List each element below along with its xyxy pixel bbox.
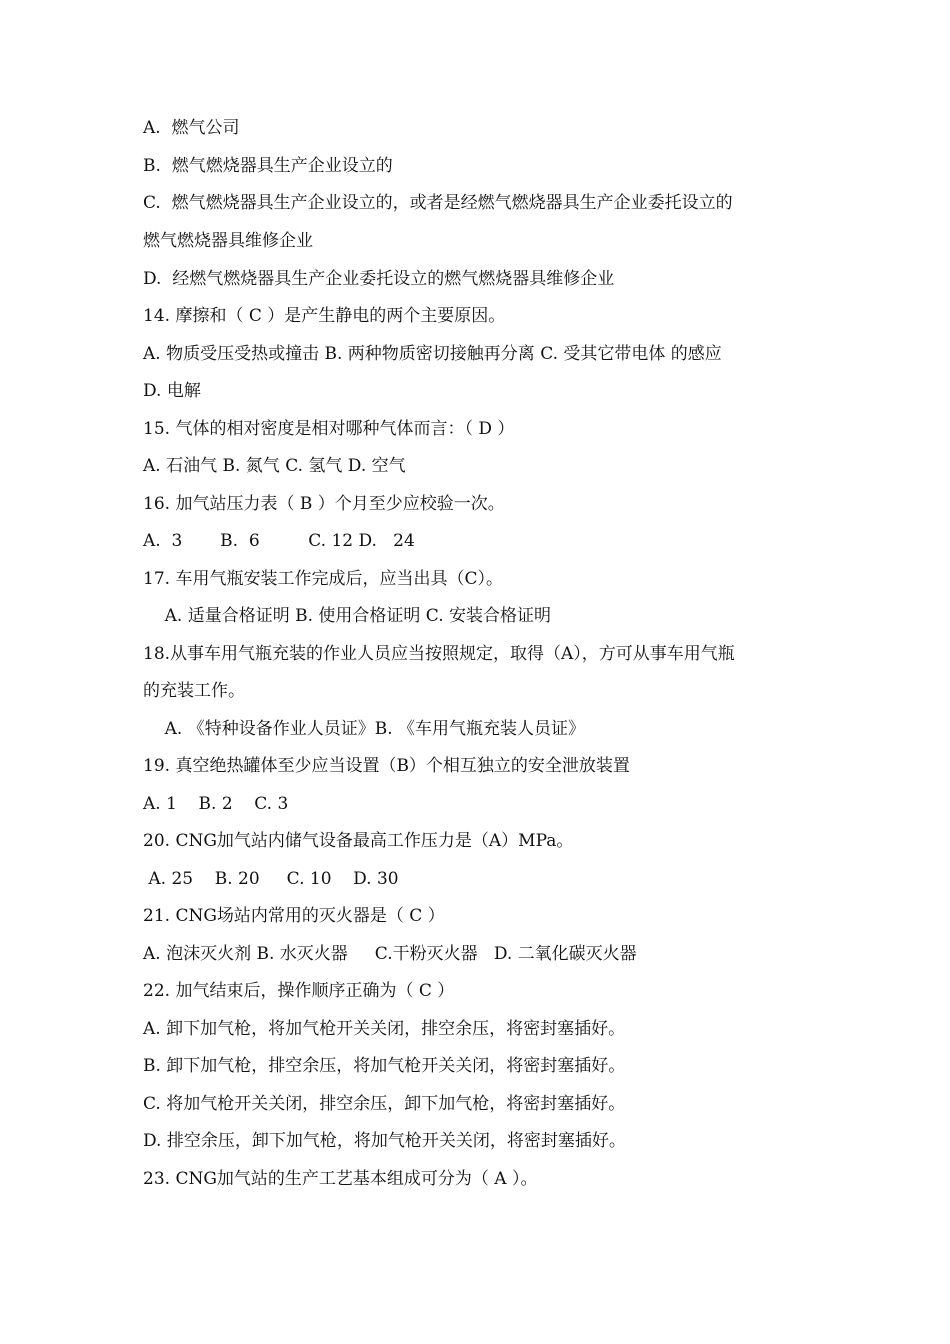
question-19: 19. 真空绝热罐体至少应当设置（B）个相互独立的安全泄放装置 — [143, 756, 630, 776]
question-17: 17. 车用气瓶安装工作完成后，应当出具（C）。 — [143, 569, 503, 589]
question-21: 21. CNG场站内常用的灭火器是（ C ） — [143, 906, 445, 926]
question-22: 22. 加气结束后，操作顺序正确为（ C ） — [143, 981, 455, 1001]
question-16-options: A. 3 B. 6 C. 12 D. 24 — [143, 531, 415, 551]
question-22-option-a: A. 卸下加气枪，将加气枪开关关闭，排空余压，将密封塞插好。 — [143, 1019, 626, 1039]
question-15: 15. 气体的相对密度是相对哪种气体而言：（ D ） — [143, 419, 515, 439]
question-14-options: A. 物质受压受热或撞击 B. 两种物质密切接触再分离 C. 受其它带电体 的感应 — [143, 344, 722, 364]
option-line: A. 燃气公司 — [143, 118, 240, 138]
question-16: 16. 加气站压力表（ B ）个月至少应校验一次。 — [143, 494, 505, 514]
question-20: 20. CNG加气站内储气设备最高工作压力是（A）MPa。 — [143, 831, 574, 851]
question-19-options: A. 1 B. 2 C. 3 — [143, 794, 289, 814]
question-18: 18.从事车用气瓶充装的作业人员应当按照规定，取得（A），方可从事车用气瓶 — [143, 644, 735, 664]
option-line-continued: 燃气燃烧器具维修企业 — [143, 231, 313, 251]
question-18-options: A. 《特种设备作业人员证》B. 《车用气瓶充装人员证》 — [143, 719, 585, 739]
option-line: C. 燃气燃烧器具生产企业设立的，或者是经燃气燃烧器具生产企业委托设立的 — [143, 193, 733, 213]
question-22-option-b: B. 卸下加气枪，排空余压，将加气枪开关关闭，将密封塞插好。 — [143, 1056, 626, 1076]
question-22-option-d: D. 排空余压，卸下加气枪，将加气枪开关关闭，将密封塞插好。 — [143, 1131, 626, 1151]
question-15-options: A. 石油气 B. 氮气 C. 氢气 D. 空气 — [143, 456, 406, 476]
option-line: B. 燃气燃烧器具生产企业设立的 — [143, 156, 393, 176]
question-21-options: A. 泡沫灭火剂 B. 水灭火器 C.干粉灭火器 D. 二氧化碳灭火器 — [143, 944, 637, 964]
question-18-continued: 的充装工作。 — [143, 681, 245, 701]
option-line: D. 经燃气燃烧器具生产企业委托设立的燃气燃烧器具维修企业 — [143, 269, 615, 289]
question-23: 23. CNG加气站的生产工艺基本组成可分为（ A ）。 — [143, 1169, 538, 1189]
question-14-options-continued: D. 电解 — [143, 381, 201, 401]
question-20-options: A. 25 B. 20 C. 10 D. 30 — [143, 869, 399, 889]
question-14: 14. 摩擦和（ C ）是产生静电的两个主要原因。 — [143, 306, 506, 326]
question-22-option-c: C. 将加气枪开关关闭，排空余压，卸下加气枪，将密封塞插好。 — [143, 1094, 626, 1114]
question-17-options: A. 适量合格证明 B. 使用合格证明 C. 安装合格证明 — [143, 606, 552, 626]
